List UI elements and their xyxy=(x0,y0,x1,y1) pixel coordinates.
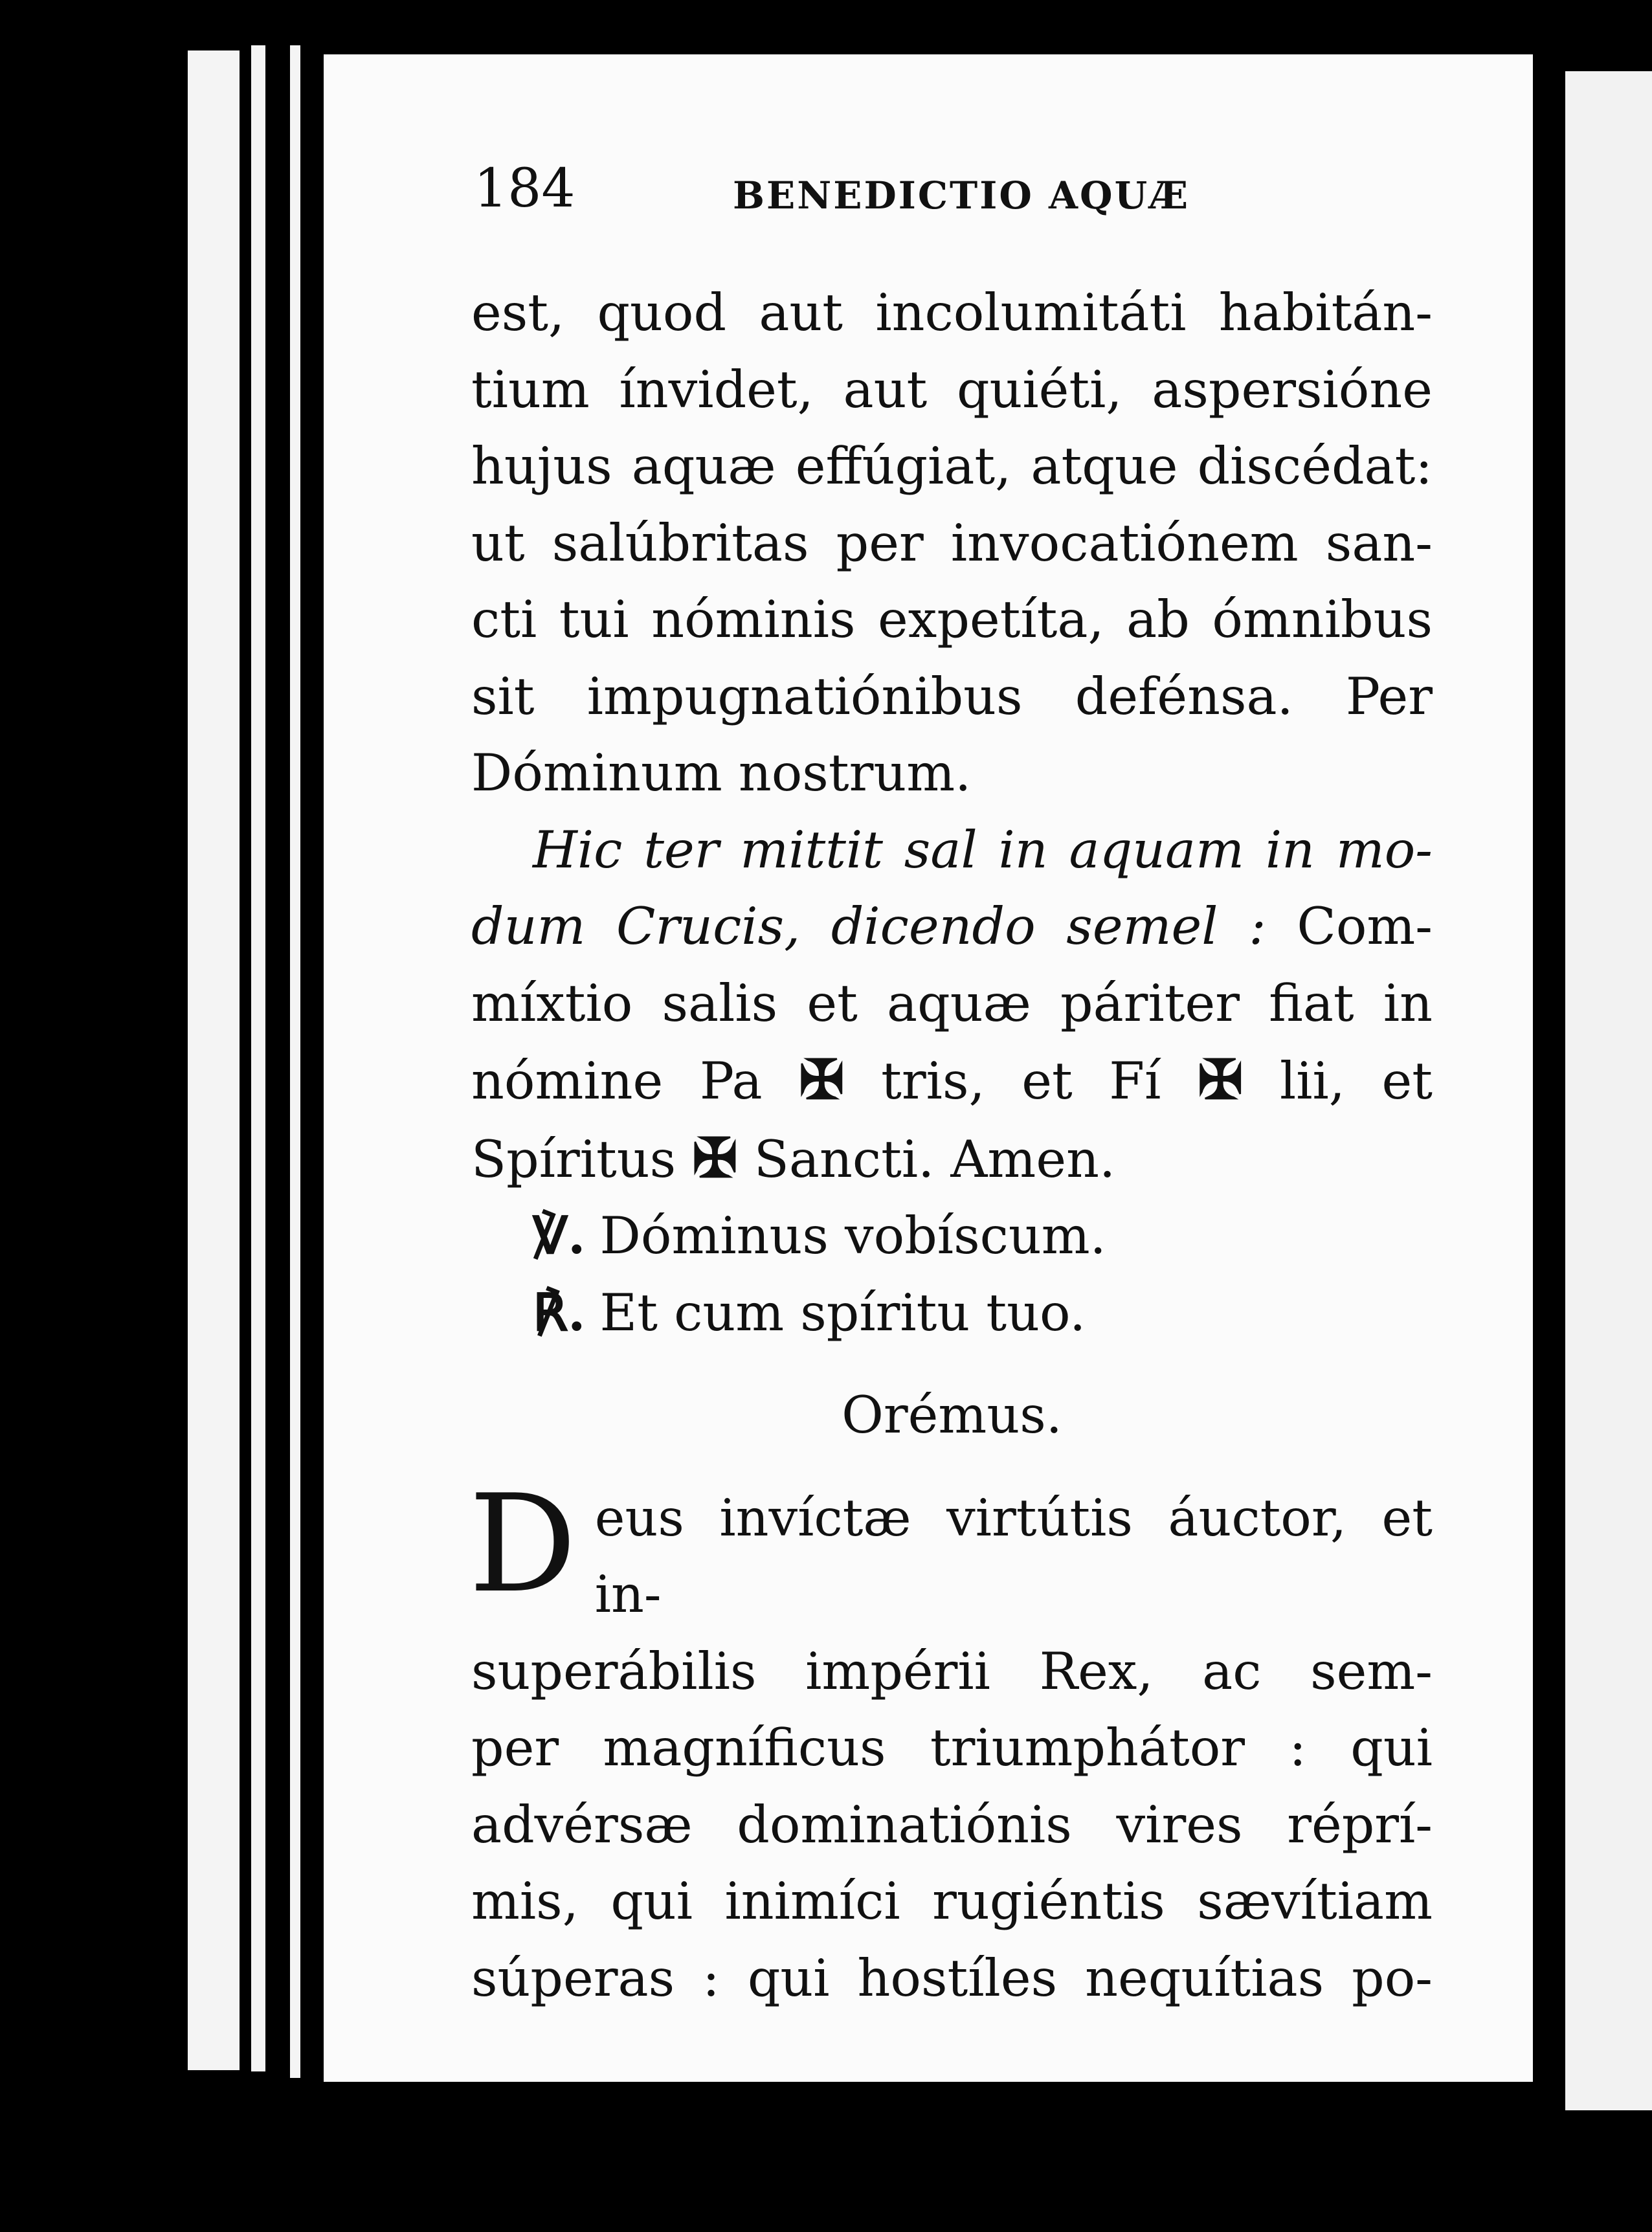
text-line: cti tui nóminis expetíta, ab ómnibus xyxy=(471,590,1433,649)
text-line: eus invíctæ virtútis áuctor, et in- xyxy=(594,1488,1433,1624)
text-line: tium ínvidet, aut quiéti, aspersióne xyxy=(471,359,1433,419)
text-line: ut salúbritas per invocatiónem san- xyxy=(471,513,1433,573)
cross-icon: ✠ xyxy=(1197,1047,1244,1111)
rubric-line xyxy=(471,888,1433,965)
binding-strip-2 xyxy=(251,45,265,2071)
body-text xyxy=(471,274,1433,2016)
text-line: sit impugnatiónibus defénsa. Per xyxy=(471,666,1433,726)
versicle xyxy=(471,1198,1433,1275)
response xyxy=(471,1275,1433,1352)
text-line: hujus aquæ effúgiat, atque discédat: xyxy=(471,436,1433,496)
binding-strip-3 xyxy=(290,45,300,2078)
book-page xyxy=(324,54,1533,2082)
text-line: est, quod aut incolumitáti habitán- xyxy=(471,283,1433,342)
text-line: mis, qui inimíci rugiéntis sævítiam xyxy=(471,1871,1433,1931)
prayer-heading: Orémus. xyxy=(842,1385,1062,1445)
text-fragment: lii, et xyxy=(1279,1051,1433,1111)
rubric-italic: dum Crucis, dicendo semel : xyxy=(471,897,1266,956)
rubric-roman: Com- xyxy=(1266,897,1433,956)
text-fragment: tris, et Fí xyxy=(881,1051,1161,1111)
running-head xyxy=(474,158,1455,223)
text-line: superábilis impérii Rex, ac sem- xyxy=(471,1641,1433,1701)
text-fragment: Sancti. Amen. xyxy=(753,1129,1116,1189)
text-line: advérsæ dominatiónis vires réprí- xyxy=(471,1794,1433,1855)
versicle-icon: ℣. xyxy=(533,1205,586,1266)
text-fragment: Spíritus xyxy=(471,1129,676,1189)
text-line xyxy=(471,1042,1433,1120)
page-number: 184 xyxy=(474,158,575,219)
text-line: Dóminum nostrum. xyxy=(471,743,972,803)
rubric-line: Hic ter mittit sal in aquam in mo- xyxy=(533,820,1433,880)
response-icon: ℟. xyxy=(533,1282,586,1343)
drop-cap: D xyxy=(469,1466,577,1623)
cross-icon: ✠ xyxy=(799,1047,845,1111)
versicle-text: Dóminus vobíscum. xyxy=(599,1206,1106,1266)
text-line xyxy=(471,1120,1433,1198)
binding-strip-1 xyxy=(188,50,240,2070)
text-fragment: nómine Pa xyxy=(471,1051,763,1111)
response-text: Et cum spíritu tuo. xyxy=(599,1282,1086,1343)
text-line: súperas : qui hostíles nequítias po- xyxy=(471,1948,1433,2008)
cross-icon: ✠ xyxy=(692,1125,738,1190)
running-title: BENEDICTIO AQUÆ xyxy=(733,173,1190,218)
facing-page-edge xyxy=(1565,71,1652,2110)
text-line: per magníficus triumphátor : qui xyxy=(471,1718,1433,1778)
prayer xyxy=(469,1466,1433,2017)
text-line: míxtio salis et aquæ páriter fiat in xyxy=(471,973,1433,1033)
